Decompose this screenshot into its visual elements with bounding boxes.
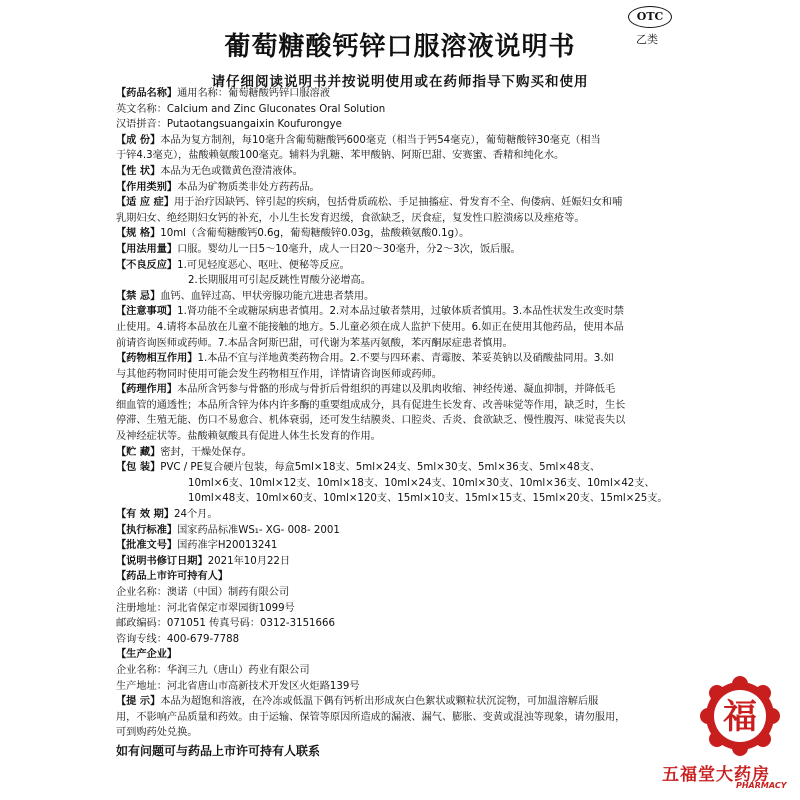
- pharmacology-line-4: 及神经症状等。盐酸赖氨酸具有促进人体生长发育的作用。: [116, 431, 381, 443]
- approval-label: 【批准文号】: [116, 540, 178, 552]
- approval-row: [116, 538, 682, 554]
- validity-row: [116, 507, 682, 523]
- adverse-line-2: 2.长期服用可引起反跳性胃酸分泌增高。: [188, 275, 371, 287]
- indication-line-1: 用于治疗因缺钙、锌引起的疾病，包括骨质疏松、手足抽搐症、骨发育不全、佝偻病、妊娠妇女和哺: [174, 197, 623, 209]
- spec-value: 10ml（含葡萄糖酸钙0.6g，葡萄糖酸锌0.03g，盐酸赖氨酸0.1g）。: [160, 228, 470, 240]
- pharmacy-brand-subtitle: PHARMACY: [736, 781, 787, 790]
- usage-value: 口服。婴幼儿一日5～10毫升，成人一日20～30毫升，分2～3次，饭后服。: [177, 243, 521, 255]
- caution-row: [116, 304, 682, 320]
- storage-row: [116, 445, 682, 461]
- holder-hotline: 咨询专线：400-679-7788: [116, 633, 240, 645]
- pinyin-row: 汉语拼音：Putaotangsuangaixin Koufurongye: [116, 119, 342, 131]
- drug-name-row: [116, 86, 682, 102]
- tip-row: [116, 694, 682, 710]
- revision-label: 【说明书修订日期】: [116, 555, 208, 567]
- composition-line-1: 本品为复方制剂，每10毫升含葡萄糖酸钙600毫克（相当于钙54毫克），葡萄糖酸锌30毫克（相当: [160, 134, 601, 146]
- package-row: [116, 460, 682, 476]
- package-label: 【包 装】: [116, 462, 161, 474]
- character-value: 本品为无色或微黄色澄清液体。: [160, 165, 303, 177]
- manufacturer-company: 企业名称：华润三九（唐山）药业有限公司: [116, 664, 310, 676]
- tip-line-1: 本品为超饱和溶液，在冷冻或低温下偶有钙析出形成灰白色絮状或颗粒状沉淀物，可加温溶解后服: [160, 696, 599, 708]
- storage-label: 【贮 藏】: [116, 446, 161, 458]
- approval-value: 国药准字H20013241: [177, 540, 278, 552]
- usage-row: [116, 242, 682, 258]
- english-name-row: 英文名称：Calcium and Zinc Gluconates Oral Solution: [116, 103, 386, 115]
- contact-note: 如有问题可与药品上市许可持有人联系: [116, 743, 321, 758]
- validity-value: 24个月。: [174, 509, 218, 521]
- holder-company: 企业名称：澳诺（中国）制药有限公司: [116, 587, 290, 598]
- package-line-3: 10ml×48支、10ml×60支、10ml×120支、15ml×10支、15ml×15支、15ml×20支、15ml×25支。: [188, 493, 668, 505]
- spec-row: [116, 226, 682, 242]
- document-subtitle: 请仔细阅读说明书并按说明使用或在药师指导下购买和使用: [211, 74, 589, 90]
- composition-line-2: 于锌4.3毫克），盐酸赖氨酸100毫克。辅料为乳糖、苯甲酸钠、阿斯巴甜、安赛蜜、香精和纯化水。: [116, 150, 565, 162]
- package-line-1: PVC / PE复合硬片包装，每盒5ml×18支、5ml×24支、5ml×30支、5ml×36支、5ml×48支、: [160, 462, 601, 474]
- adverse-line-1: 1.可见轻度恶心、呕吐、便秘等反应。: [177, 259, 350, 271]
- leaflet-body: [116, 86, 682, 760]
- interaction-line-2: 与其他药物同时使用可能会发生药物相互作用，详情请咨询医师或药师。: [116, 368, 442, 380]
- adverse-row: [116, 258, 682, 274]
- seal-character: 福: [723, 697, 757, 737]
- pharmacology-label: 【药理作用】: [116, 384, 178, 396]
- caution-label: 【注意事项】: [116, 306, 178, 318]
- pharmacology-row: [116, 382, 682, 398]
- character-row: [116, 164, 682, 180]
- indication-label: 【适 应 症】: [116, 197, 175, 209]
- revision-row: [116, 554, 682, 570]
- document-title: 葡萄糖酸钙锌口服溶液说明书: [224, 32, 576, 62]
- drug-name-value: 通用名称：葡萄糖酸钙锌口服溶液: [177, 88, 330, 99]
- adverse-label: 【不良反应】: [116, 259, 178, 271]
- storage-value: 密封，干燥处保存。: [160, 446, 252, 458]
- spec-label: 【规 格】: [116, 228, 161, 240]
- caution-line-3: 前请咨询医师或药师。7.本品含阿斯巴甜，可代谢为苯基丙氨酸，苯丙酮尿症患者慎用。: [116, 337, 513, 349]
- caution-line-1: 1.肾功能不全或糖尿病患者慎用。2.对本品过敏者禁用，过敏体质者慎用。3.本品性状发生改变时禁: [177, 306, 624, 318]
- usage-label: 【用法用量】: [116, 243, 178, 255]
- manufacturer-label: 【生产企业】: [116, 649, 178, 661]
- revision-value: 2021年10月22日: [207, 555, 291, 567]
- composition-label: 【成 份】: [116, 134, 161, 146]
- package-line-2: 10ml×6支、10ml×12支、10ml×18支、10ml×24支、10ml×30支、10ml×36支、10ml×42支、: [188, 477, 655, 489]
- otc-class-label: 乙类: [636, 33, 658, 46]
- pharmacology-line-1: 本品所含钙参与骨骼的形成与骨折后骨组织的再建以及肌肉收缩、神经传递、凝血抑制，并降低毛: [177, 384, 616, 396]
- category-label: 【作用类别】: [116, 181, 178, 193]
- interaction-row: [116, 351, 682, 367]
- standard-value: 国家药品标准WS₁- XG- 008- 2001: [177, 524, 340, 536]
- contraindication-value: 血钙、血锌过高、甲状旁腺功能亢进患者禁用。: [160, 290, 375, 302]
- standard-row: [116, 523, 682, 539]
- tip-line-3: 可到购药处兑换。: [116, 727, 198, 739]
- tip-line-2: 用，不影响产品质量和药效。由于运输、保管等原因所造成的漏液、漏气、膨胀、变黄或混浊等现象，请勿服用，: [116, 711, 626, 723]
- validity-label: 【有 效 期】: [116, 509, 175, 521]
- holder-postal-fax: 邮政编码：071051 传真号码：0312-3151666: [116, 618, 335, 630]
- category-row: [116, 180, 682, 196]
- composition-row: [116, 133, 682, 149]
- holder-label: 【药品上市许可持有人】: [116, 571, 229, 583]
- character-label: 【性 状】: [116, 165, 161, 177]
- fu-seal-logo: [700, 676, 780, 756]
- contraindication-row: [116, 289, 682, 305]
- tip-label: 【提 示】: [116, 696, 161, 708]
- otc-badge: OTC: [628, 6, 672, 28]
- standard-label: 【执行标准】: [116, 524, 178, 536]
- pharmacology-line-2: 细血管的通透性；本品所含锌为体内许多酶的重要组成成分，具有促进生长发育、改善味觉等作用，缺乏时，生长: [116, 399, 626, 411]
- interaction-line-1: 1.本品不宜与洋地黄类药物合用。2.不要与四环素、青霉胺、苯妥英钠以及硝酸盐同用。3.如: [197, 353, 614, 365]
- caution-line-2: 止使用。4.请将本品放在儿童不能接触的地方。5.儿童必须在成人监护下使用。6.如正在使用其他药品，使用本品: [116, 321, 624, 333]
- category-value: 本品为矿物质类非处方药药品。: [177, 181, 320, 193]
- indication-line-2: 乳期妇女、绝经期妇女钙的补充，小儿生长发育迟缓，食欲缺乏，厌食症，复发性口腔溃疡以及痤疮等。: [116, 212, 585, 224]
- indication-row: [116, 195, 682, 211]
- interaction-label: 【药物相互作用】: [116, 353, 198, 365]
- drug-name-label: 【药品名称】: [116, 88, 178, 99]
- pharmacy-brand-name: 五福堂大药房: [662, 765, 770, 785]
- manufacturer-address: 生产地址：河北省唐山市高新技术开发区火炬路139号: [116, 680, 360, 692]
- contraindication-label: 【禁 忌】: [116, 290, 161, 302]
- holder-address: 注册地址：河北省保定市翠园街1099号: [116, 602, 295, 614]
- pharmacology-line-3: 停滞、生殖无能、伤口不易愈合、机体衰弱，还可发生结膜炎、口腔炎、舌炎、食欲缺乏、慢性腹泻、味觉丧失以: [116, 415, 626, 427]
